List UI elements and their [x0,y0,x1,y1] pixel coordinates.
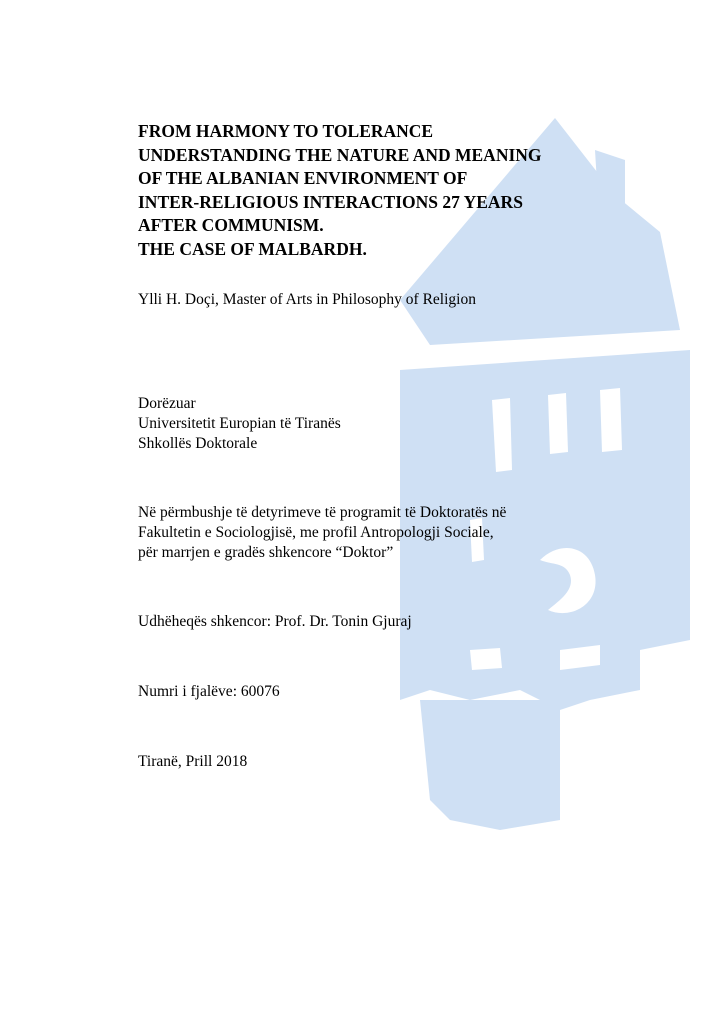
fulfilment-line-2: Fakultetin e Sociologjisë, me profil Antropologji Sociale, [138,524,494,541]
supervisor-line: Udhëheqës shkencor: Prof. Dr. Tonin Gjuraj [138,613,412,630]
submitted-line-2: Universitetit Europian të Tiranës [138,415,341,432]
title-block [138,120,678,261]
fulfilment-block [138,503,506,563]
place-date-line: Tiranë, Prill 2018 [138,753,248,770]
submitted-block [138,394,341,454]
author-line: Ylli H. Doçi, Master of Arts in Philosophy of Religion [138,291,476,308]
title-line-2: UNDERSTANDING THE NATURE AND MEANING [138,144,542,165]
submitted-line-1: Dorëzuar [138,395,196,412]
fulfilment-line-3: për marrjen e gradës shkencore “Doktor” [138,544,394,561]
title-line-1: FROM HARMONY TO TOLERANCE [138,121,434,141]
title-line-6: THE CASE OF MALBARDH. [138,238,367,259]
fulfilment-line-1: Në përmbushje të detyrimeve të programit të Doktoratës në [138,504,507,521]
title-line-5: AFTER COMMUNISM. [138,215,324,235]
title-line-3: OF THE ALBANIAN ENVIRONMENT OF [138,168,468,188]
submitted-line-3: Shkollës Doktorale [138,435,258,452]
title-line-4: INTER-RELIGIOUS INTERACTIONS 27 YEARS [138,191,523,212]
word-count-line: Numri i fjalëve: 60076 [138,683,280,700]
